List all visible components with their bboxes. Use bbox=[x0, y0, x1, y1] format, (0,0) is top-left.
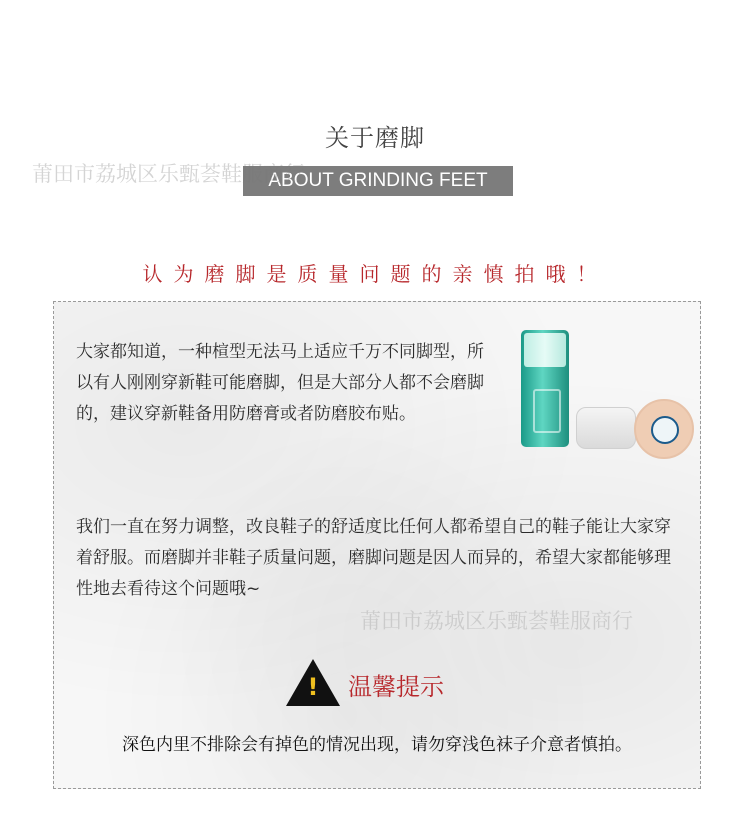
color-fade-note: 深色内里不排除会有掉色的情况出现，请勿穿浅色袜子介意者慎拍。 bbox=[122, 735, 632, 755]
watermark-top: 莆田市荔城区乐甄荟鞋服商行 bbox=[32, 162, 305, 186]
page-title: 关于磨脚 bbox=[325, 124, 425, 152]
product-image bbox=[516, 327, 696, 467]
paragraph-intro: 大家都知道，一种楦型无法马上适应千万不同脚型，所以有人刚刚穿新鞋可能磨脚，但是大部分人都不会磨脚的，建议穿新鞋备用防磨膏或者防磨胶布贴。 bbox=[76, 342, 484, 424]
watermark-bottom: 莆田市荔城区乐甄荟鞋服商行 bbox=[360, 609, 633, 633]
tip-label: 温馨提示 bbox=[348, 673, 444, 701]
warning-exclamation: ! bbox=[307, 673, 319, 701]
stick-detail bbox=[533, 389, 561, 433]
content-panel bbox=[53, 301, 701, 789]
warning-headline: 认为磨脚是质量问题的亲慎拍哦！ bbox=[142, 262, 608, 286]
tip-heading bbox=[54, 659, 700, 711]
tape-roll-core bbox=[651, 416, 679, 444]
stick-cap bbox=[524, 333, 566, 367]
page-subtitle: ABOUT GRINDING FEET bbox=[268, 170, 488, 191]
tape-roll-clear bbox=[576, 407, 636, 449]
paragraph-explanation: 我们一直在努力调整，改良鞋子的舒适度比任何人都希望自己的鞋子能让大家穿着舒服。而磨脚并非鞋子质量问题，磨脚问题是因人而异的，希望大家都能够理性地去看待这个问题哦~ bbox=[76, 517, 671, 599]
